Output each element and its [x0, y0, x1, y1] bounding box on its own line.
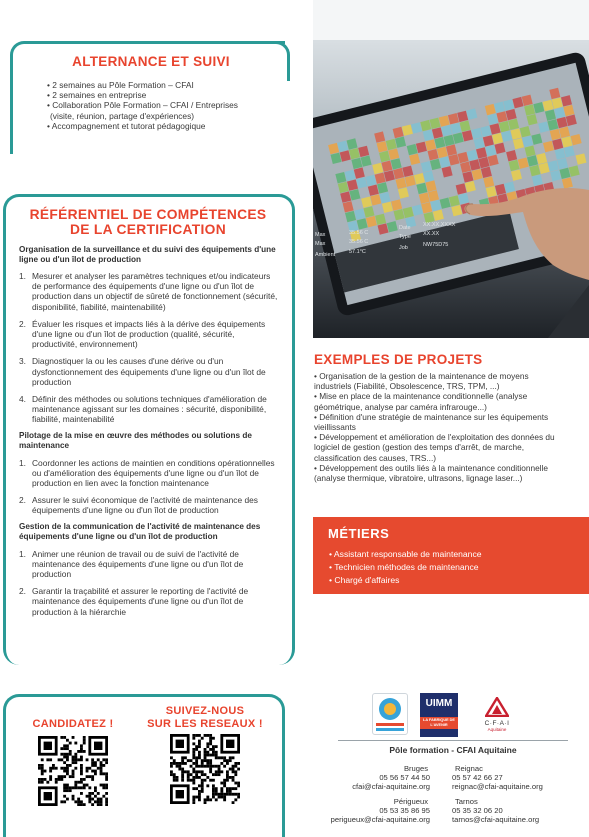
list-line: (analyse thermique, vibratoire, ultrasons, lignage laser...): [314, 473, 523, 484]
footer-title: Pôle formation - CFAI Aquitaine: [389, 745, 517, 755]
section-heading: Organisation de la surveillance et du suivi des équipements d'une ligne ou d'un îlot de production: [19, 245, 276, 264]
list-line: logiciel de gestion (gestion des temps d'arrêt, de marche,: [314, 442, 525, 453]
list-item: 1. Animer une réunion de travail ou de suivi de l'activité de maintenance des équipements d'une ligne ou d'un îlot de production: [19, 548, 244, 580]
cfai-logo: C·F·A·I Aquitaine: [472, 697, 522, 737]
list-item: 2. Évaluer les risques et impacts liés à la dérive des équipements d'une ligne ou d'un îlot de production (qualité, sécurité, productivité, environnement): [19, 318, 266, 350]
list-line: • Développement des outils liés à la maintenance conditionnelle: [314, 462, 548, 473]
referentiel-content: [19, 245, 279, 617]
list-line: géométrique, analyse par caméra infrarouge...): [314, 401, 487, 412]
contact-bruges: Bruges 05 56 57 44 50 cfai@cfai-aquitaine.org: [330, 764, 430, 791]
list-item: 2. Assurer le suivi économique de l'activité de maintenance des équipements d'une ligne ou d'un îlot de production: [19, 495, 258, 516]
alternance-title: ALTERNANCE ET SUIVI: [72, 54, 230, 69]
readout-label: Max: [315, 232, 326, 238]
list-item: 1. Mesurer et analyser les paramètres techniques et/ou indicateurs de performance des équipements d'une ligne ou d'un îlot de production dans un objectif de sûreté de fonctionnement (sécurité, disponibilité, fiabilité, maintenabilité): [19, 271, 278, 312]
list-item: • Technicien méthodes de maintenance: [329, 562, 479, 572]
cfai-triangle-icon: [485, 697, 509, 717]
list-line: • Organisation de la gestion de la maintenance de moyens: [314, 371, 529, 381]
list-item: • 2 semaines au Pôle Formation – CFAI: [47, 80, 194, 90]
readout-label: Max: [315, 241, 326, 247]
readout-label: Date: [399, 225, 411, 231]
readout-label: Job: [399, 245, 408, 251]
candidature-qr-code[interactable]: [38, 736, 108, 806]
section-heading: Pilotage de la mise en œuvre des méthodes ou solutions de maintenance: [19, 430, 252, 450]
email-link[interactable]: cfai@cfai-aquitaine.org: [352, 782, 430, 791]
list-item: 1. Coordonner les actions de maintien en conditions opérationnelles ou d'amélioration des équipements d'une ligne ou d'un îlot de production en lien avec la fonction maintenance: [19, 457, 275, 489]
email-link[interactable]: reignac@cfai-aquitaine.org: [452, 782, 543, 791]
list-item: 3. Diagnostiquer la ou les causes d'une dérive ou d'un dysfonctionnement des équipements d'une ligne ou d'un îlot de production: [19, 356, 266, 387]
contact-reignac: Reignac 05 57 42 66 27 reignac@cfai-aquitaine.org: [452, 764, 562, 791]
readout-value: XX.XX: [423, 231, 440, 237]
alternance-list: [47, 80, 282, 131]
list-item: • 2 semaines en entreprise: [47, 90, 147, 101]
metiers-box: [313, 517, 589, 594]
photo-illustration: [313, 0, 589, 338]
list-line: industriels (Fiabilité, Obsolescence, TRS, TPM, ...): [314, 381, 500, 392]
list-item: 2. Garantir la traçabilité et assurer le reporting de l'activité de maintenance des équipements d'une ligne ou d'un îlot de production à la hiérarchie: [19, 586, 249, 617]
list-line: classification des causes, TRS...): [314, 452, 437, 463]
readout-value: 35.56 C: [349, 239, 369, 245]
maintenance-tablet-photo: [313, 0, 589, 338]
list-item: (visite, réunion, partage d'expériences): [50, 110, 195, 121]
email-link[interactable]: tarnos@cfai-aquitaine.org: [452, 815, 540, 824]
readout-value: 57.1°C: [349, 249, 366, 255]
qualiopi-logo: [372, 693, 408, 735]
readout-value: NW75D75: [423, 242, 449, 248]
list-line: • Développement et amélioration de l'exploitation des données du: [314, 432, 555, 443]
exemples-list: [314, 371, 586, 483]
readout-value: XX.XX.XXXX: [423, 222, 456, 228]
contact-perigueux: Périgueux 05 53 35 86 95 perigueux@cfai-aquitaine.org: [310, 797, 430, 824]
exemples-title: EXEMPLES DE PROJETS: [314, 352, 483, 367]
list-item: • Assistant responsable de maintenance: [329, 549, 482, 559]
email-link[interactable]: perigueux@cfai-aquitaine.org: [330, 815, 430, 824]
readout-label: Type: [399, 234, 411, 240]
candidatez-label: CANDIDATEZ !: [32, 718, 114, 730]
suivez-label: SUIVEZ-NOUS SUR LES RESEAUX !: [147, 705, 263, 730]
list-item: 4. Définir des méthodes ou solutions techniques d'amélioration de maintenance agissant sur les domaines : sécurité, disponibilité, fiabilité, maintenabilité: [19, 394, 267, 425]
list-item: • Chargé d'affaires: [329, 575, 400, 585]
referentiel-title: RÉFÉRENTIEL DE COMPÉTENCES DE LA CERTIFICATION: [29, 207, 267, 237]
list-line: vieillissants: [314, 422, 356, 433]
readout-label: Ambient: [315, 252, 336, 258]
contact-tarnos: Tarnos 05 35 32 06 20 tarnos@cfai-aquitaine.org: [452, 797, 562, 824]
list-item: • Accompagnement et tutorat pédagogique: [47, 120, 206, 131]
metiers-title: MÉTIERS: [328, 526, 390, 541]
social-qr-code[interactable]: [170, 734, 240, 804]
readout-value: 35.56 C: [349, 230, 369, 236]
section-heading: Gestion de la communication de l'activité de maintenance des équipements d'une ligne ou d'un îlot de production: [19, 521, 261, 541]
footer-divider: [338, 740, 568, 741]
list-line: • Définition d'une stratégie de maintenance sur les équipements: [314, 411, 549, 422]
list-line: • Mise en place de la maintenance conditionnelle (analyse: [314, 391, 528, 402]
list-item: • Collaboration Pôle Formation – CFAI / Entreprises: [47, 100, 238, 111]
uimm-logo: UIMM LA FABRIQUE DE L'AVENIR: [420, 693, 458, 737]
